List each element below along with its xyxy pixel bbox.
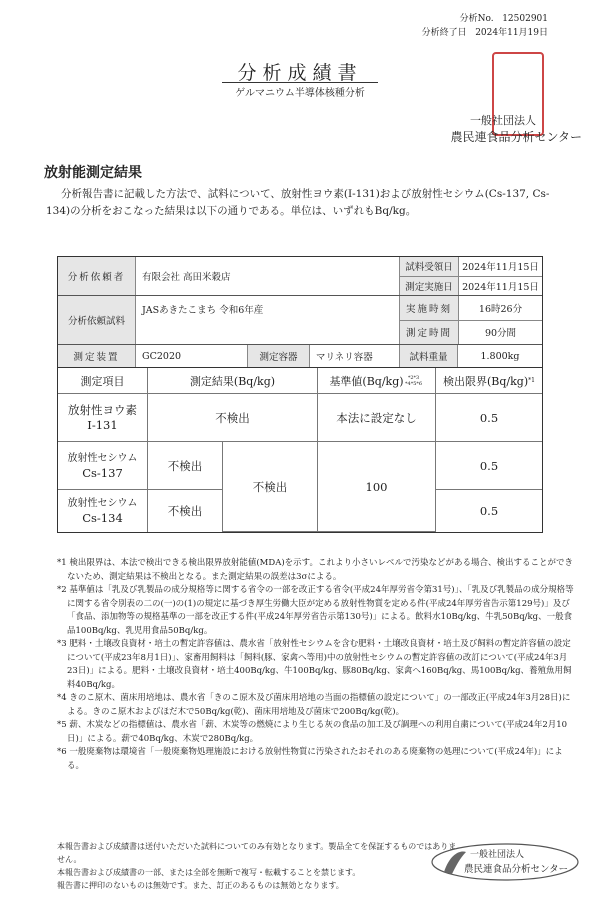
footnote-6: *6 一般廃棄物は環境省「一般廃棄物処理施設における放射性物質に汚染されたおそれのある廃棄物の処理について(平成24年)」による。 <box>57 747 563 771</box>
cs134-label <box>58 490 148 532</box>
title-underline <box>222 82 378 83</box>
cs137-name: 放射性セシウム <box>67 452 138 464</box>
header-limit-note: *1 <box>528 377 535 384</box>
disclaimer <box>57 840 457 892</box>
header-limit-text: 検出限界(Bq/kg) <box>443 374 529 388</box>
document-title: 分析成績書 <box>237 62 363 84</box>
cs137-result: 不検出 <box>148 442 223 490</box>
footnote-2: *2 基準値は「乳及び乳製品の成分規格等に関する省令の一部を改正する省令(平成24年厚労省令第31号)」、「乳及び乳製品の成分規格等に関する省令別表の二の(一)の(1)の規定に基づき厚生労働大臣が定める放射性物質を定める件(平成24年厚労省告示第129号)」及び「食品、添加物等の規格基準の一部を改正する件(平成24年厚労省告示第130号)」による。飲料水10Bq/kg、牛乳50Bq/kg、一般食品100Bq/kg、乳児用食品50Bq/kg。 <box>57 585 574 636</box>
document-subtitle: ゲルマニウム半導体核種分析 <box>235 88 365 99</box>
disclaimer-line-3: 報告書に押印のないものは無効です。また、訂正のあるものは無効となります。 <box>57 881 344 890</box>
measurement-grid <box>58 367 542 532</box>
i131-standard: 本法に設定なし <box>318 394 436 442</box>
sample-row <box>58 296 542 345</box>
duration-label: 測定時間 <box>400 321 459 345</box>
issuer-name: 農民連食品分析センター <box>450 130 582 144</box>
issuer-type: 一般社団法人 <box>470 114 536 127</box>
header-limit <box>436 368 542 394</box>
client-value: 有限会社 高田米穀店 <box>136 257 400 295</box>
cs134-result: 不検出 <box>148 490 223 532</box>
cs-standard: 100 <box>318 442 436 532</box>
measure-date-label: 測定実施日 <box>400 277 459 296</box>
cs134-code: Cs-134 <box>82 511 123 525</box>
footnote-3: *3 肥料・土壌改良資材・培土の暫定許容値は、農水省「放射性セシウムを含む肥料・土壌改良資材・培土及び飼料の暫定許容値の設定について(平成23年8月1日)」、家畜用飼料は「飼料(豚、家禽へ等用)中の放射性セシウムの暫定許容値の改訂について(平成24年3月23日)」による。肥料・土壌改良資材・培土400Bq/kg、牛100Bq/kg、豚80Bq/kg、家禽へ160Bq/kg、馬100Bq/kg、養殖魚用飼料40Bq/kg。 <box>57 639 572 690</box>
cs137-label <box>58 442 148 490</box>
i131-code: I-131 <box>87 417 118 432</box>
cs134-limit: 0.5 <box>479 504 499 518</box>
time-label: 実施時刻 <box>400 296 459 320</box>
header-standard-notes: *2*3 *4*5*6 <box>405 374 423 387</box>
i131-limit: 0.5 <box>436 394 542 442</box>
weight-label: 試料重量 <box>400 345 458 367</box>
logo-org-name: 農民連食品分析センター <box>464 864 569 875</box>
client-label: 分析依頼者 <box>58 257 136 295</box>
report-meta <box>422 12 548 40</box>
time-block <box>400 296 542 344</box>
time-value: 16時26分 <box>478 303 523 315</box>
client-row <box>58 257 542 296</box>
dates-block <box>400 257 542 295</box>
section-title: 放射能測定結果 <box>44 165 142 181</box>
device-label: 測定装置 <box>58 345 136 367</box>
device-value: GC2020 <box>136 345 248 367</box>
received-label: 試料受領日 <box>400 257 459 276</box>
weight-value: 1.800kg <box>480 350 520 362</box>
duration-value: 90分間 <box>484 328 517 340</box>
analysis-no-value: 12502901 <box>502 14 548 24</box>
device-row <box>58 345 542 367</box>
header-item: 測定項目 <box>58 368 148 394</box>
intro-paragraph: 分析報告書に記載した方法で、試料について、放射性ヨウ素(I-131)および放射性セシウム(Cs-137, Cs-134)の分析をおこなった結果は以下の通りである。単位は、いずれもBq/kg。 <box>46 188 550 217</box>
cs137-limit: 0.5 <box>436 442 542 490</box>
i131-result: 不検出 <box>148 394 318 442</box>
header-standard <box>318 368 436 394</box>
analysis-end-label: 分析終了日 <box>421 28 467 38</box>
cs-total-result: 不検出 <box>223 442 318 532</box>
analysis-end-value: 2024年11月19日 <box>475 28 548 38</box>
logo-org-type: 一般社団法人 <box>470 850 525 860</box>
footnotes <box>57 557 577 773</box>
measure-date-value: 2024年11月15日 <box>462 281 539 293</box>
results-table <box>57 256 543 533</box>
received-value: 2024年11月15日 <box>462 262 539 274</box>
footnote-4: *4 きのこ原木、菌床用培地は、農水省「きのこ原木及び菌床用培地の当面の指標値の設定について」の一部改正(平成24年3月28日)による。きのこ原木およびほだ木で50Bq/kg(乾)、菌床用培地及び菌床で200Bq/kg(乾)。 <box>57 693 571 717</box>
analysis-no-label: 分析No. <box>459 14 494 24</box>
sample-label: 分析依頼試料 <box>58 296 136 344</box>
cs134-name: 放射性セシウム <box>67 498 138 509</box>
header-result: 測定結果(Bq/kg) <box>148 368 318 394</box>
leaf-icon <box>444 852 466 874</box>
disclaimer-line-2: 本報告書および成績書の一部、または全部を無断で複写・転載することを禁じます。 <box>57 868 361 877</box>
footnote-5: *5 薪、木炭などの指標値は、農水省「薪、木炭等の燃焼により生じる灰の食品の加工及び調理への利用自粛について(平成24年2月10日)」による。薪で40Bq/kg、木炭で280Bq/kg。 <box>57 720 568 744</box>
sample-value: JASあきたこまち 令和6年産 <box>136 296 400 344</box>
cs137-code: Cs-137 <box>82 465 123 480</box>
container-value: マリネリ容器 <box>310 345 400 367</box>
disclaimer-line-1: 本報告書および成績書は送付いただいた試料についてのみ有効となります。製品全てを保証するものではありません。 <box>57 842 457 864</box>
i131-label <box>58 394 148 442</box>
container-label: 測定容器 <box>248 345 310 367</box>
footnote-1: *1 検出限界は、本法で検出できる検出限界放射能値(MDA)を示す。これより小さいレベルで汚染などがある場合、検出することができないため、測定結果は不検出となる。また測定結果の誤差は3σによる。 <box>57 558 573 582</box>
header-standard-text: 基準値(Bq/kg) <box>329 374 404 388</box>
i131-name: 放射性ヨウ素 <box>68 402 137 417</box>
